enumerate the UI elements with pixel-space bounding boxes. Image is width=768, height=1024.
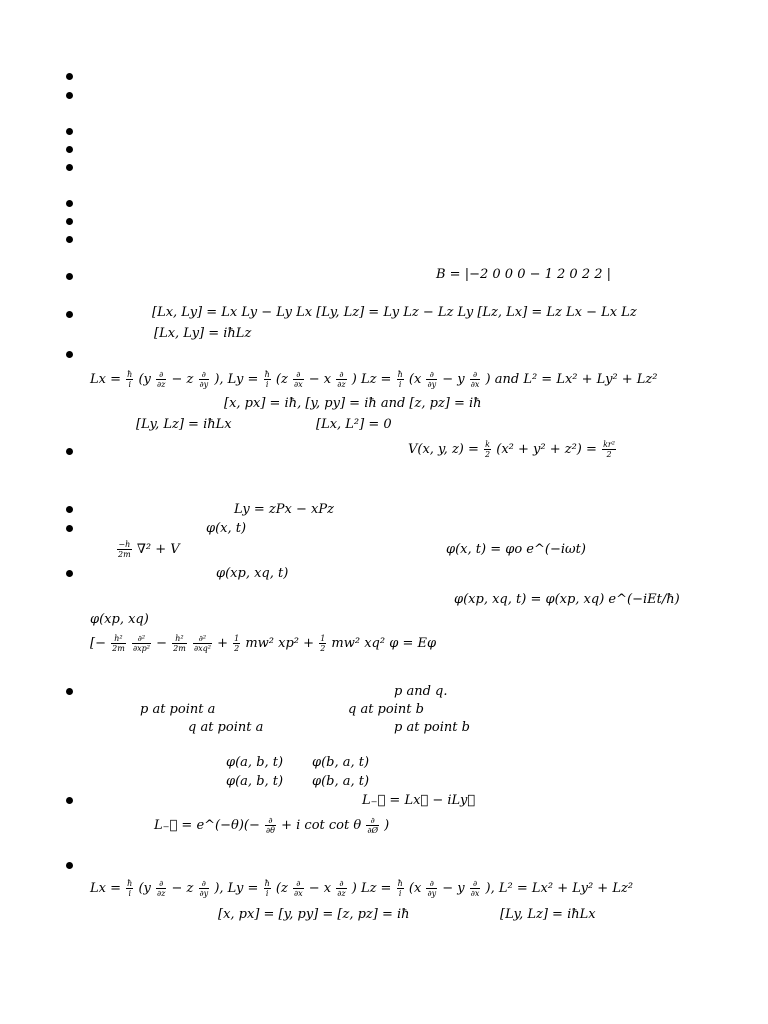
bullet-4 — [66, 146, 73, 153]
fraction-den: 2 — [234, 644, 240, 653]
fraction — [111, 634, 126, 653]
eq-part: (z — [275, 372, 288, 387]
fraction — [484, 440, 491, 459]
fraction-num: ∂ — [199, 370, 210, 380]
fraction — [470, 370, 481, 389]
p-at-point-b: p at point b — [394, 720, 470, 735]
fraction-num: k — [485, 440, 490, 449]
bullet-11 — [66, 351, 73, 358]
fraction-num: ∂ — [426, 879, 437, 889]
eq-part: − z — [171, 881, 194, 896]
bullet-3 — [66, 128, 73, 135]
fraction-den: ∂xp² — [132, 644, 150, 653]
schrodinger-equation — [90, 634, 436, 653]
eq-part: mw² xq² φ = Eφ — [331, 636, 437, 651]
fraction — [426, 370, 437, 389]
fraction — [199, 879, 210, 898]
lowering-operator-angular — [154, 816, 389, 835]
wavefunction-a-b-t: φ(a, b, t) — [226, 755, 284, 770]
fraction-num: ∂ — [156, 370, 166, 380]
fraction-den: ∂z — [157, 889, 166, 898]
fraction — [602, 440, 616, 459]
fraction — [426, 879, 437, 898]
fraction-num: ∂ — [336, 879, 346, 889]
fraction-den: ∂x — [293, 380, 303, 389]
bullet-12 — [66, 448, 73, 455]
eq-part: − x — [308, 881, 332, 896]
eq-part: (y — [138, 372, 151, 387]
eq-part: ) Lz = — [351, 881, 392, 896]
canonical-commutators: [x, px] = iħ, [y, py] = iħ and [z, pz] = iħ — [224, 396, 482, 411]
fraction — [264, 879, 271, 898]
commutator-lx-ly: [Lx, Ly] = iħLz — [154, 326, 252, 341]
bullet-13 — [66, 506, 73, 513]
eq-part: (x — [408, 881, 422, 896]
commutator-ly-lz-2: [Ly, Lz] = iħLx — [500, 907, 596, 922]
fraction-num: ħ — [264, 879, 270, 888]
fraction-num: ∂² — [193, 634, 212, 644]
fraction-den: ∂θ — [266, 826, 275, 835]
eq-part: Lx = — [90, 372, 121, 387]
fraction — [199, 370, 210, 389]
fraction-den: ∂y — [199, 380, 209, 389]
fraction-den: 2m — [118, 550, 131, 559]
commutator-ly-lz: [Ly, Lz] = iħLx — [136, 417, 232, 432]
wavefunction-xp-xq: φ(xp, xq) — [90, 612, 149, 627]
wavefunction-b-a-t: φ(b, a, t) — [312, 755, 370, 770]
hamiltonian — [116, 540, 180, 559]
fraction — [117, 540, 132, 559]
eq-part: − — [156, 636, 167, 651]
fraction-den: i — [265, 889, 269, 898]
fraction-num: ħ — [397, 879, 403, 888]
bullet-7 — [66, 218, 73, 225]
potential-equation — [408, 440, 617, 459]
eq-part: − x — [308, 372, 332, 387]
p-at-point-a: p at point a — [140, 702, 216, 717]
fraction-den: i — [398, 889, 402, 898]
canonical-commutators-2: [x, px] = [y, py] = [z, pz] = iħ — [218, 907, 410, 922]
fraction-num: −h — [118, 540, 131, 549]
bullet-6 — [66, 200, 73, 207]
fraction — [397, 879, 404, 898]
eq-part: − z — [171, 372, 194, 387]
fraction-den: 2 — [320, 644, 326, 653]
wavefunction-xp-xq-t: φ(xp, xq, t) — [216, 566, 289, 581]
fraction-num: 1 — [234, 634, 240, 643]
fraction-num: ∂ — [366, 816, 379, 826]
fraction-num: 1 — [320, 634, 326, 643]
ly-momentum: Ly = zPx − xPz — [234, 502, 334, 517]
fraction-den: ∂xq² — [193, 644, 211, 653]
wavefunction-time: φ(x, t) = φo e^(−iωt) — [446, 542, 586, 557]
q-at-point-a: q at point a — [188, 720, 264, 735]
fraction-num: ħ — [264, 370, 270, 379]
bullet-8 — [66, 236, 73, 243]
fraction — [336, 370, 346, 389]
fraction-den: i — [128, 889, 131, 898]
fraction-num: ∂ — [199, 879, 210, 889]
fraction-den: i — [128, 380, 131, 389]
fraction-num: ∂ — [156, 879, 166, 889]
fraction-den: 2 — [485, 450, 491, 459]
fraction — [470, 879, 481, 898]
fraction-den: 2m — [173, 644, 186, 653]
eq-part: L₋⃗ = e^(−θ)(− — [154, 818, 260, 833]
fraction-num: ∂ — [470, 370, 481, 380]
eq-part: ), Ly = — [214, 881, 259, 896]
fraction-num: ∂ — [470, 879, 481, 889]
fraction — [319, 634, 326, 653]
fraction — [293, 879, 304, 898]
bullet-14 — [66, 525, 73, 532]
bullet-1 — [66, 73, 73, 80]
bullet-5 — [66, 164, 73, 171]
fraction — [336, 879, 346, 898]
fraction-den: ∂y — [427, 380, 437, 389]
fraction-num: ∂ — [426, 370, 437, 380]
fraction-den: 2 — [606, 450, 612, 459]
eq-part: ) and L² = Lx² + Ly² + Lz² — [485, 372, 658, 387]
bullet-18 — [66, 862, 73, 869]
fraction — [264, 370, 271, 389]
fraction-den: ∂z — [337, 889, 346, 898]
fraction-den: ∂Ø — [367, 826, 379, 835]
fraction-num: h² — [111, 634, 126, 644]
fraction — [366, 816, 379, 835]
commutator-definitions: [Lx, Ly] = Lx Ly − Ly Lx [Ly, Lz] = Ly Lz − Lz Ly [Lz, Lx] = Lz Lx − Lx Lz — [152, 305, 637, 320]
fraction-num: h² — [172, 634, 187, 644]
fraction — [126, 370, 133, 389]
eq-part: ) Lz = — [351, 372, 392, 387]
fraction-num: ħ — [397, 370, 403, 379]
fraction — [293, 370, 304, 389]
fraction-num: ∂² — [132, 634, 151, 644]
bullet-17 — [66, 797, 73, 804]
eq-part: ), L² = Lx² + Ly² + Lz² — [485, 881, 634, 896]
lowering-operator: L₋⃗ = Lx⃗ − iLy⃗ — [362, 793, 476, 808]
bullet-15 — [66, 570, 73, 577]
eq-part: (x — [408, 372, 422, 387]
fraction — [126, 879, 133, 898]
fraction-num: ħ — [127, 370, 133, 379]
eq-part: ) — [384, 818, 390, 833]
fraction — [156, 370, 166, 389]
fraction-den: ∂z — [337, 380, 346, 389]
eq-part: (z — [275, 881, 288, 896]
fraction — [233, 634, 240, 653]
p-and-q: p and q. — [394, 684, 448, 699]
fraction — [132, 634, 151, 653]
fraction-num: ∂ — [293, 879, 304, 889]
eq-part: (y — [138, 881, 151, 896]
fraction-den: ∂y — [199, 889, 209, 898]
fraction — [156, 879, 166, 898]
eq-part: − y — [442, 372, 465, 387]
fraction-den: ∂x — [470, 380, 480, 389]
q-at-point-b: q at point b — [348, 702, 424, 717]
bullet-16 — [66, 688, 73, 695]
fraction-den: 2m — [112, 644, 125, 653]
eq-part: ), Ly = — [214, 372, 259, 387]
bullet-2 — [66, 92, 73, 99]
wavefunction-x-t: φ(x, t) — [206, 521, 247, 536]
eq-part: − y — [442, 881, 465, 896]
fraction-den: ∂x — [293, 889, 303, 898]
fraction-den: i — [265, 380, 269, 389]
eq-part: ∇² + V — [136, 542, 180, 557]
angular-momentum-operators — [90, 370, 657, 389]
eq-part: mw² xp² + — [245, 636, 315, 651]
fraction — [172, 634, 187, 653]
eq-part: V(x, y, z) = — [408, 442, 479, 457]
bullet-9 — [66, 273, 73, 280]
commutator-lx-l2: [Lx, L²] = 0 — [316, 417, 392, 432]
wavefunction-b-a-t-2: φ(b, a, t) — [312, 774, 370, 789]
equation-b: B = |−2 0 0 0 − 1 2 0 2 2 | — [436, 267, 612, 282]
fraction — [193, 634, 212, 653]
eq-part: + i cot cot θ — [281, 818, 362, 833]
angular-momentum-operators-2 — [90, 879, 633, 898]
separable-wavefunction: φ(xp, xq, t) = φ(xp, xq) e^(−iEt/ħ) — [454, 592, 680, 607]
fraction-den: ∂x — [470, 889, 480, 898]
eq-part: Lx = — [90, 881, 121, 896]
fraction-den: ∂z — [157, 380, 166, 389]
fraction-num: ∂ — [265, 816, 276, 826]
fraction — [265, 816, 276, 835]
bullet-10 — [66, 311, 73, 318]
fraction — [397, 370, 404, 389]
fraction-num: kr² — [603, 440, 615, 449]
eq-part: + — [217, 636, 228, 651]
eq-part: [− — [90, 636, 106, 651]
eq-part: (x² + y² + z²) = — [496, 442, 597, 457]
fraction-den: i — [398, 380, 402, 389]
fraction-num: ∂ — [336, 370, 346, 380]
fraction-num: ∂ — [293, 370, 304, 380]
wavefunction-a-b-t-2: φ(a, b, t) — [226, 774, 284, 789]
fraction-den: ∂y — [427, 889, 437, 898]
fraction-num: ħ — [127, 879, 133, 888]
